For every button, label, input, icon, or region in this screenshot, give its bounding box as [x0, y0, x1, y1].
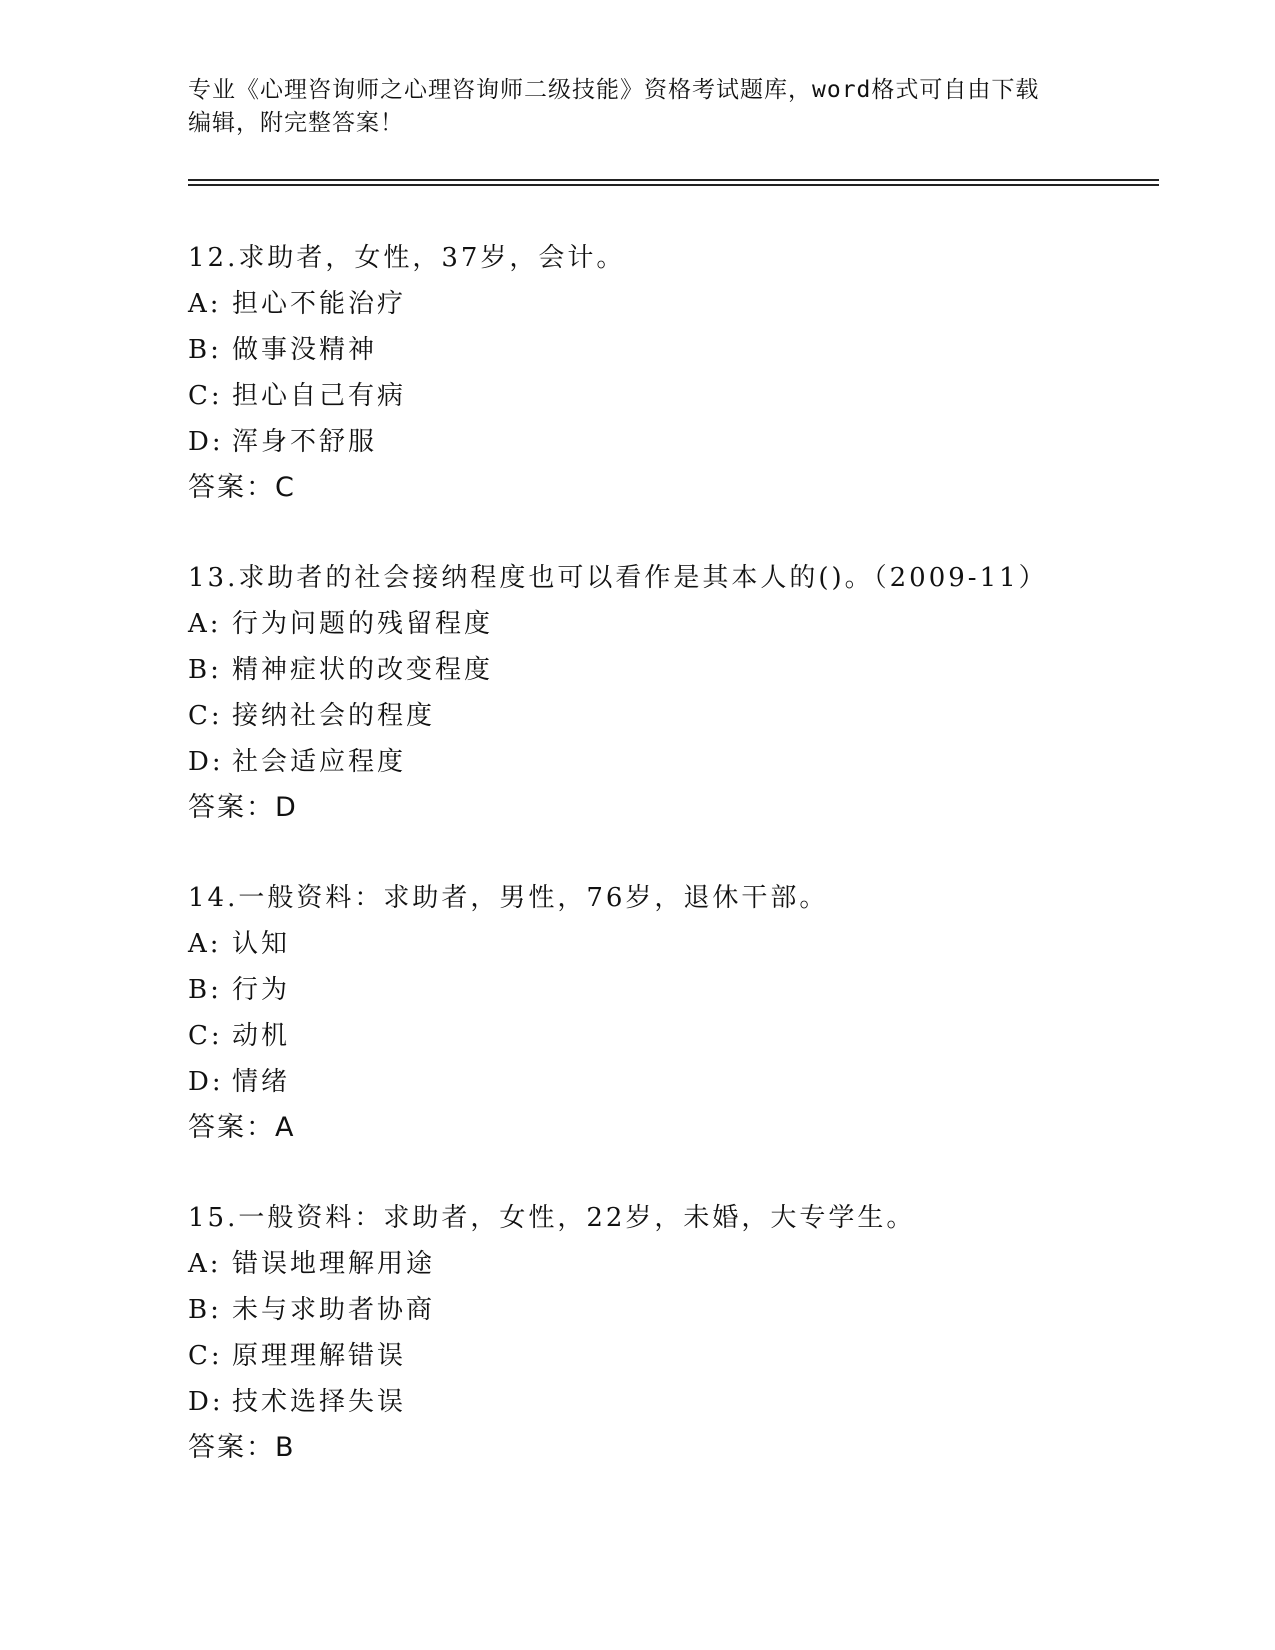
header-line-1: 专业《心理咨询师之心理咨询师二级技能》资格考试题库，word格式可自由下载 — [188, 77, 1040, 103]
option-a — [188, 1241, 1188, 1287]
option-key: B: — [188, 655, 222, 685]
option-text: 错误地理解用途 — [232, 1249, 436, 1279]
option-b — [188, 647, 1188, 693]
answer-label: 答案：A — [188, 1112, 296, 1143]
option-key: C: — [188, 701, 223, 731]
option-text: 精神症状的改变程度 — [232, 655, 494, 685]
option-c — [188, 1013, 1188, 1059]
option-text: 行为 — [232, 975, 291, 1005]
header-divider-bottom — [188, 184, 1159, 186]
option-b — [188, 1287, 1188, 1333]
answer-label: 答案：D — [188, 792, 298, 823]
option-key: A: — [188, 609, 222, 639]
option-text: 担心自己有病 — [232, 381, 407, 411]
document-header — [188, 74, 1088, 140]
option-text: 行为问题的残留程度 — [232, 609, 494, 639]
question-12 — [188, 235, 1188, 511]
question-13 — [188, 555, 1188, 831]
option-key: D: — [188, 1387, 224, 1417]
header-line-2: 编辑，附完整答案！ — [188, 110, 404, 136]
question-stem: 15.一般资料：求助者，女性，22岁，未婚，大专学生。 — [188, 1203, 916, 1233]
option-text: 原理理解错误 — [232, 1341, 407, 1371]
option-key: C: — [188, 381, 223, 411]
answer-label: 答案：B — [188, 1432, 296, 1463]
option-key: D: — [188, 427, 224, 457]
question-stem: 14.一般资料：求助者，男性，76岁，退休干部。 — [188, 883, 829, 913]
option-d — [188, 419, 1188, 465]
header-divider-top — [188, 179, 1159, 181]
option-c — [188, 1333, 1188, 1379]
option-text: 担心不能治疗 — [232, 289, 407, 319]
option-d — [188, 739, 1188, 785]
option-key: B: — [188, 1295, 222, 1325]
option-a — [188, 601, 1188, 647]
option-key: D: — [188, 1067, 224, 1097]
option-text: 情绪 — [232, 1067, 291, 1097]
option-d — [188, 1059, 1188, 1105]
option-key: D: — [188, 747, 224, 777]
question-14 — [188, 875, 1188, 1151]
question-stem: 13.求助者的社会接纳程度也可以看作是其本人的()。（2009-11） — [188, 563, 1048, 593]
option-key: B: — [188, 975, 222, 1005]
option-d — [188, 1379, 1188, 1425]
option-a — [188, 281, 1188, 327]
option-key: C: — [188, 1341, 223, 1371]
option-text: 做事没精神 — [232, 335, 378, 365]
question-stem: 12.求助者，女性，37岁，会计。 — [188, 243, 626, 273]
option-key: A: — [188, 929, 222, 959]
option-key: C: — [188, 1021, 223, 1051]
option-a — [188, 921, 1188, 967]
option-key: A: — [188, 1249, 222, 1279]
option-c — [188, 373, 1188, 419]
option-b — [188, 967, 1188, 1013]
option-text: 社会适应程度 — [232, 747, 407, 777]
option-c — [188, 693, 1188, 739]
option-b — [188, 327, 1188, 373]
option-text: 浑身不舒服 — [232, 427, 378, 457]
option-text: 动机 — [232, 1021, 291, 1051]
answer-label: 答案：C — [188, 472, 296, 503]
question-15 — [188, 1195, 1188, 1471]
option-key: B: — [188, 335, 222, 365]
option-key: A: — [188, 289, 222, 319]
option-text: 未与求助者协商 — [232, 1295, 436, 1325]
option-text: 技术选择失误 — [232, 1387, 407, 1417]
option-text: 接纳社会的程度 — [232, 701, 436, 731]
option-text: 认知 — [232, 929, 291, 959]
